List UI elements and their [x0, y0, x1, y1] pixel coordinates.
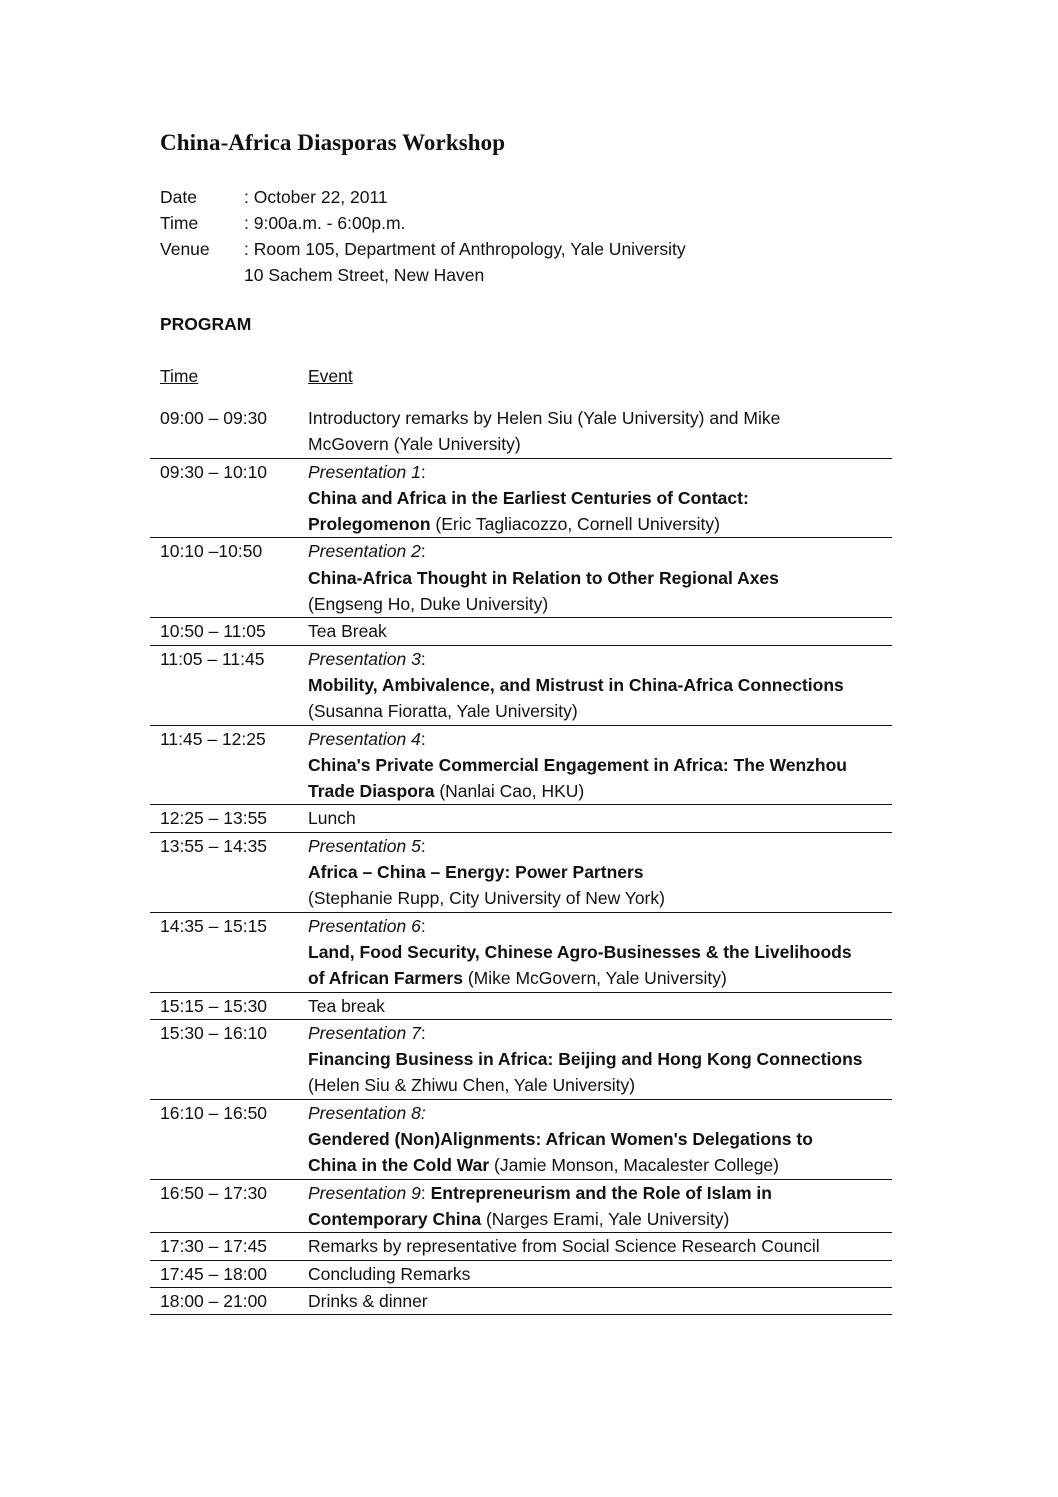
event-line	[308, 805, 888, 831]
event-text: Land, Food Security, Chinese Agro-Businesses & the Livelihoods	[308, 941, 852, 962]
event-text: China's Private Commercial Engagement in Africa: The Wenzhou	[308, 754, 847, 775]
event-text: :	[420, 648, 426, 669]
event-text: Tea break	[308, 995, 385, 1016]
schedule-time: 09:30 – 10:10	[160, 461, 268, 482]
event-text: China and Africa in the Earliest Centuries of Contact:	[308, 487, 749, 508]
schedule-event	[308, 538, 892, 617]
schedule-time: 17:30 – 17:45	[160, 1236, 268, 1257]
event-line	[308, 431, 888, 457]
event-text: Mobility, Ambivalence, and Mistrust in China-Africa Connections	[308, 674, 844, 695]
event-text: (Stephanie Rupp, City University of New York)	[308, 888, 665, 909]
event-text: Prolegomenon	[308, 514, 431, 535]
event-text: Presentation 8:	[308, 1102, 426, 1123]
event-line	[308, 405, 888, 431]
event-text: China in the Cold War	[308, 1155, 490, 1176]
event-line	[308, 1126, 888, 1152]
schedule-row	[150, 646, 892, 726]
event-text: Presentation 1	[308, 461, 421, 482]
event-text: :	[420, 1022, 426, 1043]
program-heading: PROGRAM	[160, 314, 252, 334]
schedule-time: 16:10 – 16:50	[160, 1102, 268, 1123]
event-line	[308, 726, 888, 752]
event-line	[308, 965, 888, 991]
event-text: (Susanna Fioratta, Yale University)	[308, 701, 578, 722]
schedule-event	[308, 805, 892, 831]
event-line	[308, 913, 888, 939]
event-line	[308, 939, 888, 965]
info-row-venue	[160, 236, 686, 262]
schedule-row	[150, 1233, 892, 1260]
schedule-row	[150, 993, 892, 1020]
info-label: Date	[160, 187, 197, 207]
event-line	[308, 565, 888, 591]
schedule-event	[308, 459, 892, 538]
schedule-event	[308, 993, 892, 1019]
event-text: Entrepreneurism and the Role of Islam in	[430, 1182, 772, 1203]
event-text: Lunch	[308, 808, 356, 829]
page-title: China-Africa Diasporas Workshop	[160, 130, 506, 155]
schedule-row	[150, 1180, 892, 1234]
event-text: Gendered (Non)Alignments: African Women's Delegations to	[308, 1129, 813, 1150]
event-line	[308, 618, 888, 644]
event-text: Remarks by representative from Social Science Research Council	[308, 1236, 820, 1257]
event-line	[308, 1206, 888, 1232]
schedule-row	[150, 726, 892, 806]
event-text: (Narges Erami, Yale University)	[481, 1208, 730, 1229]
event-text: Presentation 2	[308, 541, 421, 562]
schedule-event	[308, 1180, 892, 1233]
event-text: Trade Diaspora	[308, 781, 435, 802]
schedule-row	[150, 405, 892, 459]
event-line	[308, 993, 888, 1019]
info-row-date	[160, 184, 686, 210]
schedule-time: 14:35 – 15:15	[160, 915, 268, 936]
info-row-time	[160, 210, 686, 236]
event-line	[308, 672, 888, 698]
event-line	[308, 511, 888, 537]
event-text: McGovern (Yale University)	[308, 434, 521, 455]
info-label: Time	[160, 213, 199, 233]
schedule-time: 13:55 – 14:35	[160, 835, 268, 856]
schedule-time: 09:00 – 09:30	[160, 408, 268, 428]
event-line	[308, 1152, 888, 1178]
schedule-event	[308, 1233, 892, 1259]
event-text: Presentation 6	[308, 915, 421, 936]
event-line	[308, 591, 888, 617]
event-text: :	[420, 835, 426, 856]
schedule-time: 15:15 – 15:30	[160, 995, 268, 1016]
event-text: :	[420, 915, 426, 936]
schedule-time: 16:50 – 17:30	[160, 1182, 268, 1203]
info-value: 10 Sachem Street, New Haven	[244, 265, 485, 285]
event-line	[308, 538, 888, 564]
event-text: Financing Business in Africa: Beijing and Hong Kong Connections	[308, 1049, 863, 1070]
schedule-time: 10:10 –10:50	[160, 541, 263, 562]
schedule-event	[308, 405, 892, 458]
info-value: : Room 105, Department of Anthropology, Yale University	[244, 239, 686, 259]
event-line	[308, 1072, 888, 1098]
header-time: Time	[160, 366, 199, 386]
schedule-table	[150, 405, 892, 1315]
event-text: (Engseng Ho, Duke University)	[308, 594, 549, 615]
event-text: Presentation 4	[308, 728, 421, 749]
schedule-event	[308, 618, 892, 644]
event-text: (Nanlai Cao, HKU)	[434, 781, 585, 802]
schedule-event	[308, 1288, 892, 1314]
event-text: :	[420, 1182, 431, 1203]
header-event: Event	[308, 366, 353, 386]
event-text: China-Africa Thought in Relation to Other Regional Axes	[308, 567, 779, 588]
event-text: Concluding Remarks	[308, 1263, 471, 1284]
event-line	[308, 1100, 888, 1126]
schedule-event	[308, 833, 892, 912]
event-text: (Jamie Monson, Macalester College)	[489, 1155, 779, 1176]
event-text: Contemporary China	[308, 1208, 482, 1229]
event-line	[308, 1261, 888, 1287]
event-line	[308, 859, 888, 885]
schedule-row	[150, 459, 892, 539]
event-text: :	[420, 728, 426, 749]
schedule-event	[308, 726, 892, 805]
event-line	[308, 752, 888, 778]
event-line	[308, 1233, 888, 1259]
event-text: Introductory remarks by Helen Siu (Yale University) and Mike	[308, 408, 781, 428]
event-text: :	[420, 541, 426, 562]
event-text: (Mike McGovern, Yale University)	[462, 968, 727, 989]
event-line	[308, 778, 888, 804]
event-line	[308, 1020, 888, 1046]
schedule-event	[308, 913, 892, 992]
schedule-event	[308, 1020, 892, 1099]
event-text: Presentation 3	[308, 648, 421, 669]
schedule-event	[308, 1100, 892, 1179]
schedule-time: 15:30 – 16:10	[160, 1022, 268, 1043]
event-line	[308, 1288, 888, 1314]
info-label: Venue	[160, 239, 210, 259]
event-text: Presentation 9	[308, 1182, 421, 1203]
info-value: : 9:00a.m. - 6:00p.m.	[244, 213, 406, 233]
info-label	[160, 262, 244, 288]
event-text: Presentation 5	[308, 835, 421, 856]
event-text: Drinks & dinner	[308, 1290, 428, 1311]
event-text: (Eric Tagliacozzo, Cornell University)	[430, 514, 721, 535]
schedule-row	[150, 618, 892, 645]
event-text: of African Farmers	[308, 968, 463, 989]
event-text: (Helen Siu & Zhiwu Chen, Yale University)	[308, 1075, 636, 1096]
schedule-row	[150, 1020, 892, 1100]
event-text: Africa – China – Energy: Power Partners	[308, 862, 644, 883]
event-info	[160, 184, 686, 288]
event-line	[308, 1180, 888, 1206]
schedule-row	[150, 1288, 892, 1315]
schedule-row	[150, 1100, 892, 1180]
schedule-row	[150, 538, 892, 618]
schedule-time: 12:25 – 13:55	[160, 808, 268, 829]
event-line	[308, 698, 888, 724]
schedule-time: 10:50 – 11:05	[160, 621, 266, 642]
event-line	[308, 459, 888, 485]
schedule-time: 18:00 – 21:00	[160, 1290, 268, 1311]
schedule-row	[150, 833, 892, 913]
schedule-event	[308, 1261, 892, 1287]
schedule-row	[150, 913, 892, 993]
event-text: Tea Break	[308, 621, 387, 642]
schedule-event	[308, 646, 892, 725]
event-line	[308, 1046, 888, 1072]
event-line	[308, 485, 888, 511]
event-line	[308, 646, 888, 672]
schedule-time: 17:45 – 18:00	[160, 1263, 268, 1284]
schedule-row	[150, 805, 892, 832]
event-line	[308, 833, 888, 859]
info-value: : October 22, 2011	[244, 187, 388, 207]
event-text: Presentation 7	[308, 1022, 421, 1043]
info-row-address	[160, 262, 686, 288]
event-text: :	[420, 461, 426, 482]
schedule-time: 11:45 – 12:25	[160, 728, 266, 749]
event-line	[308, 885, 888, 911]
schedule-header	[160, 366, 353, 387]
schedule-row	[150, 1261, 892, 1288]
schedule-time: 11:05 – 11:45	[160, 648, 265, 669]
